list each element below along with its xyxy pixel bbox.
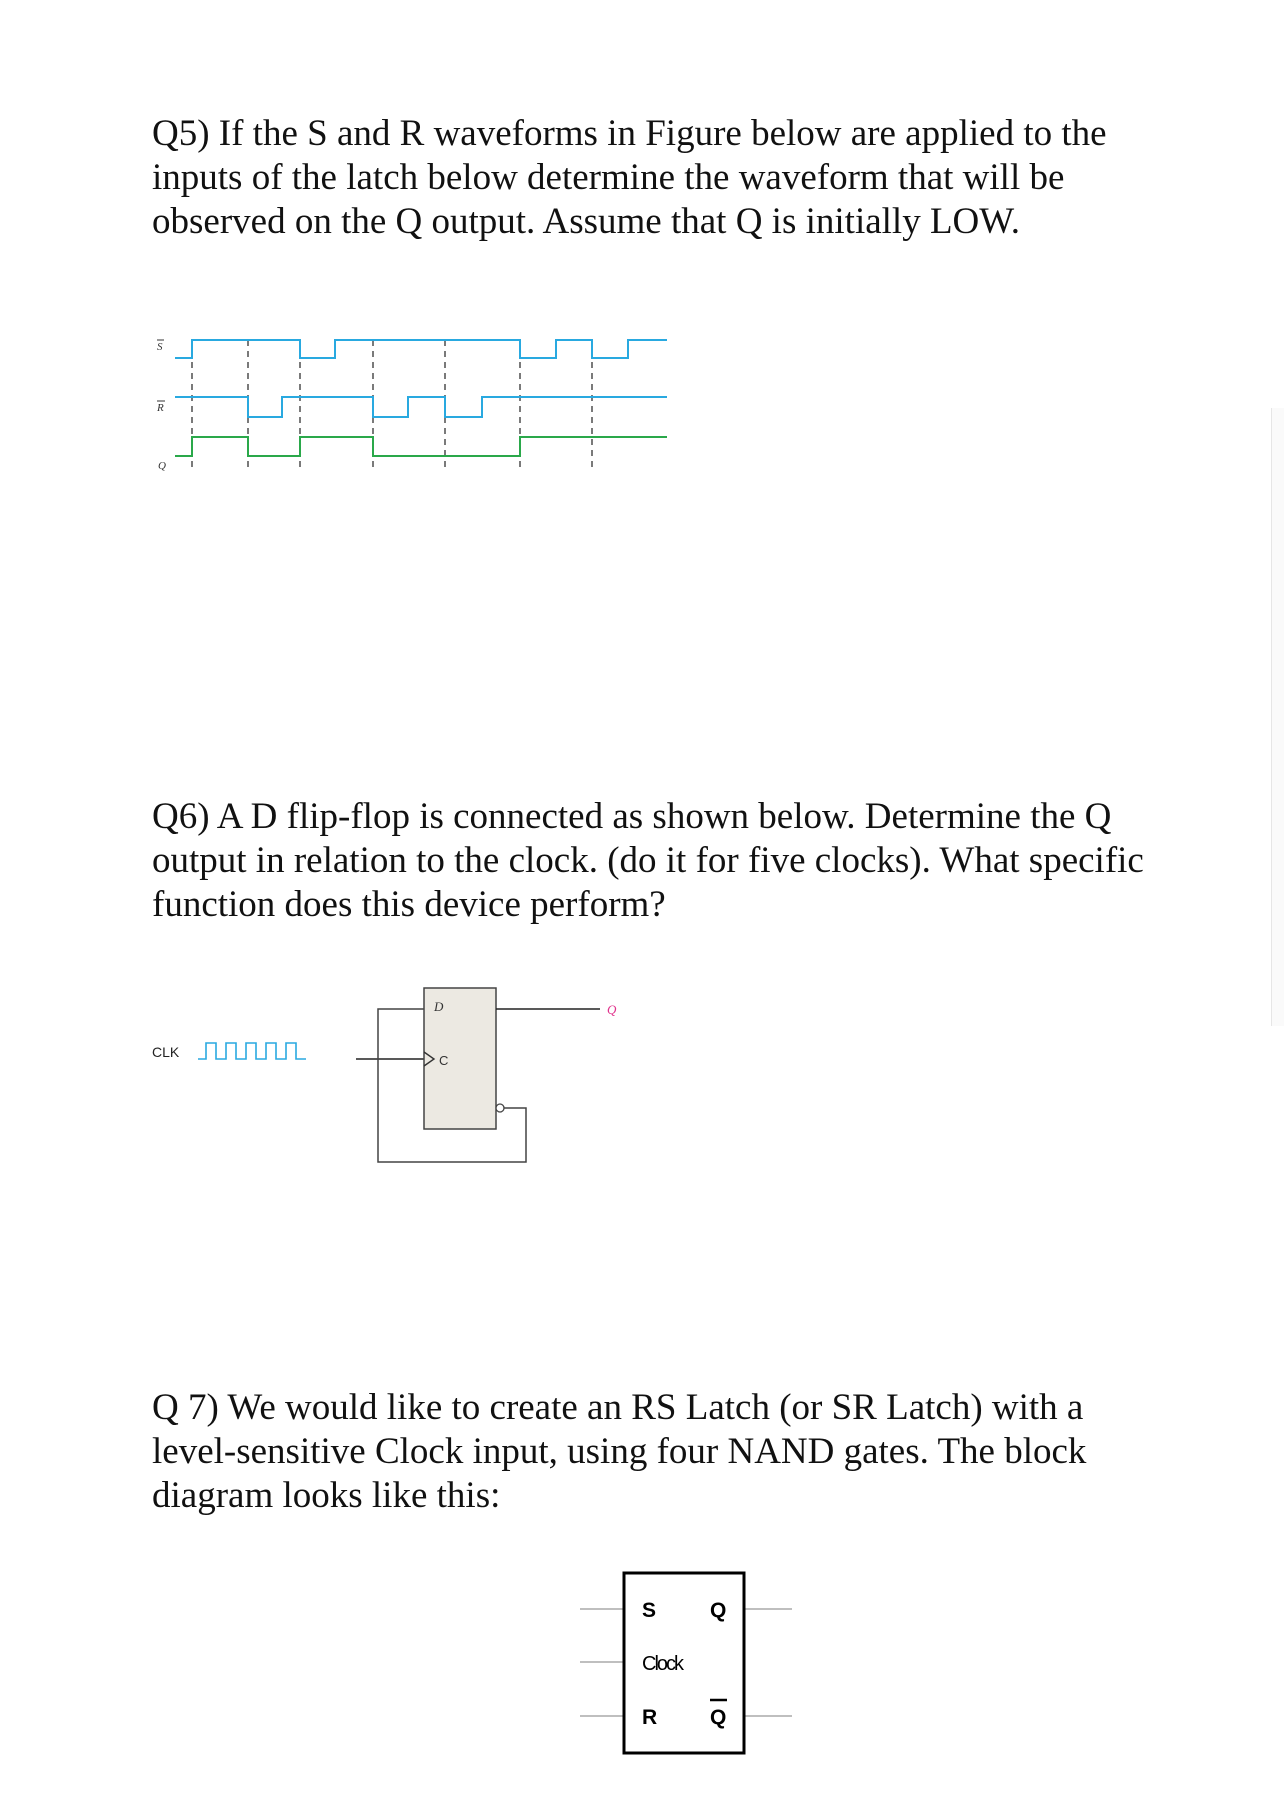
- s-input-label: S: [642, 1599, 657, 1622]
- r-input-label: R: [642, 1706, 658, 1729]
- s-bar-label: S: [157, 341, 163, 353]
- s-bar-waveform: [175, 340, 667, 358]
- time-guide-lines: [192, 340, 592, 472]
- r-bar-waveform: [175, 397, 667, 417]
- q-output-label: Q: [710, 1599, 727, 1622]
- qbar-output-label: Q: [710, 1706, 727, 1729]
- q5-question-text: Q5) If the S and R waveforms in Figure below are applied to the inputs of the latch below determine the waveform that will be observed on the Q output. Assume that Q is initially LOW.: [152, 113, 1107, 242]
- clock-pulse-train: [198, 1043, 306, 1059]
- clock-input-label: Clock: [642, 1653, 683, 1675]
- d-input-label: D: [434, 999, 444, 1014]
- sr-latch-timing-diagram: [140, 320, 700, 485]
- r-bar-label: R: [157, 402, 164, 414]
- q-output-label: Q: [607, 1002, 617, 1017]
- d-flip-flop-diagram: [140, 975, 660, 1175]
- rs-latch-block-diagram: [570, 1565, 800, 1760]
- q-output-label: Q: [158, 460, 166, 472]
- q-bar-bubble: [496, 1104, 504, 1112]
- scrollbar-track[interactable]: [1271, 408, 1284, 1026]
- clk-label: CLK: [152, 1044, 180, 1060]
- q7-question-text: Q 7) We would like to create an RS Latch (or SR Latch) with a level-sensitive Clock input, using four NAND gates. The block diagram looks like this:: [152, 1387, 1087, 1516]
- q6-question-text: Q6) A D flip-flop is connected as shown below. Determine the Q output in relation to the clock. (do it for five clocks). What specific function does this device perform?: [152, 796, 1144, 925]
- c-input-label: C: [439, 1053, 449, 1068]
- q-output-waveform: [175, 437, 667, 456]
